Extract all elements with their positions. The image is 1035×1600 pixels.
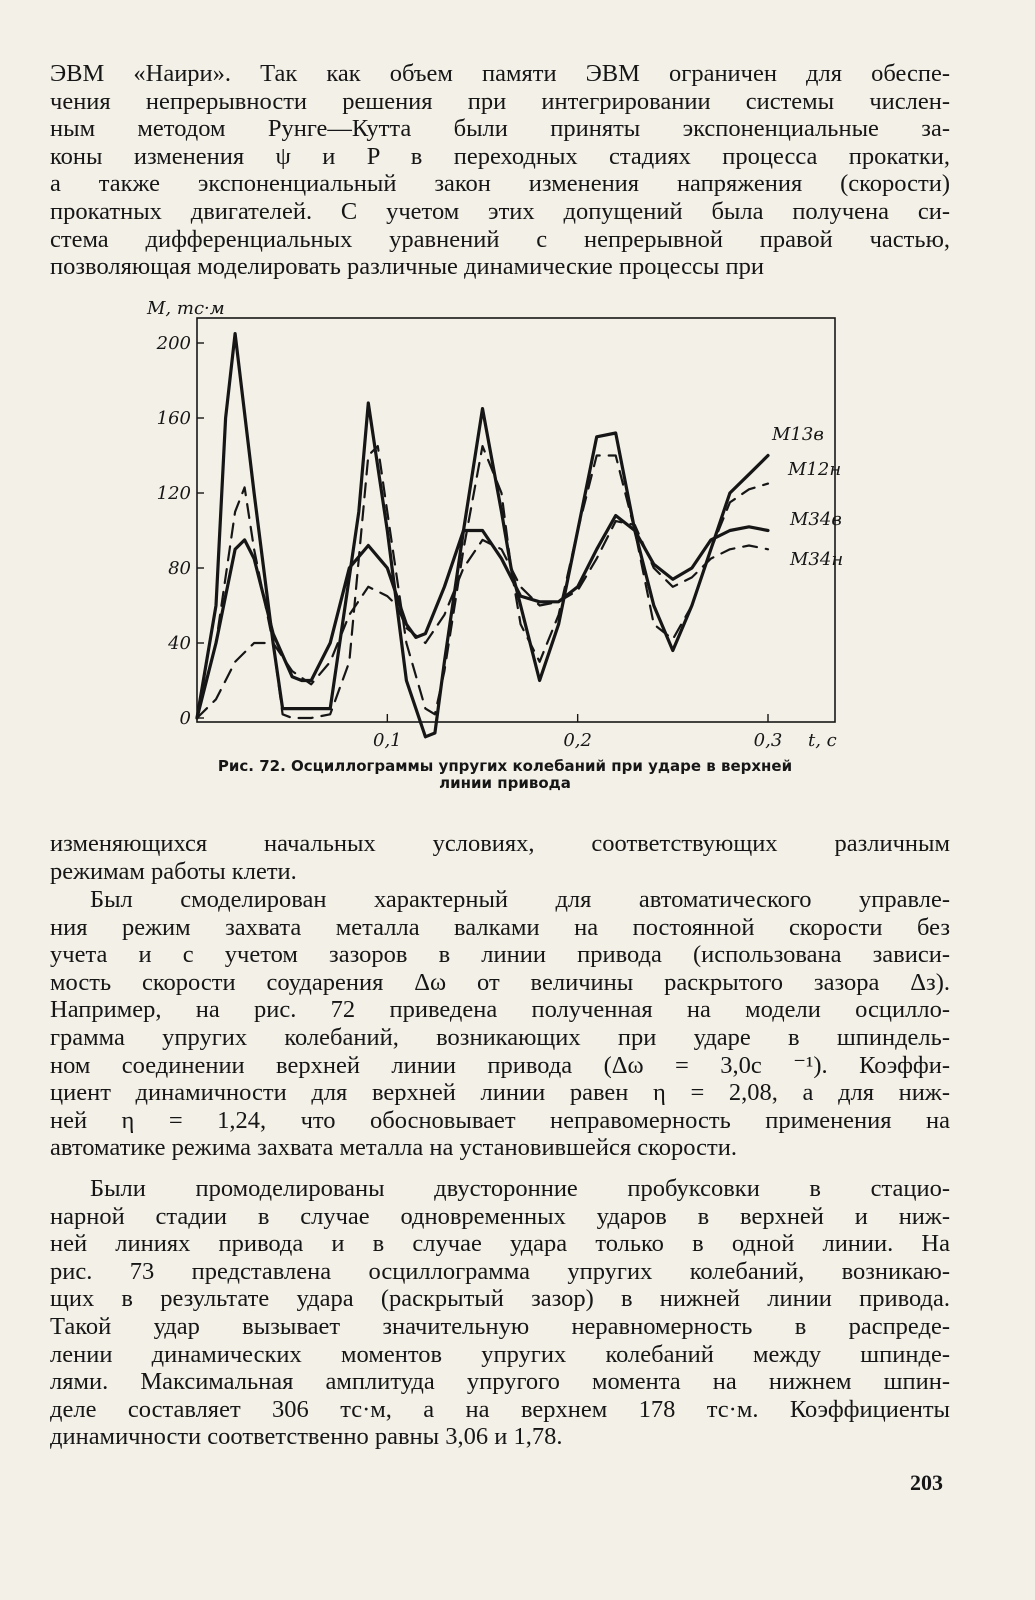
text-line: изменяющихся начальных условиях, соответствующих различным (50, 830, 950, 857)
text-line: ния режим захвата металла валками на постоянной скорости без (50, 913, 950, 941)
text-line: деле составляет 306 тс·м, а на верхнем 178 тс·м. Коэффициенты (50, 1395, 950, 1423)
series-line (197, 516, 768, 719)
chart-curves (197, 334, 768, 737)
y-axis-label: M, тс·м (147, 298, 225, 319)
series-label: M12н (788, 459, 842, 480)
paragraph-3 (50, 886, 950, 1162)
paragraph-4 (50, 1175, 950, 1451)
text-line: стема дифференциальных уравнений с непрерывной правой частью, (50, 225, 950, 253)
x-tick-label: 0,1 (373, 730, 402, 751)
text-line: циент динамичности для верхней линии равен η = 2,08, а для ниж- (50, 1079, 950, 1107)
text-line: рис. 73 представлена осциллограмма упругих колебаний, возникаю- (50, 1257, 950, 1285)
page-number: 203 (910, 1470, 943, 1495)
figure-caption (160, 758, 850, 792)
series-line (197, 521, 768, 718)
text-line: ном соединении верхней линии привода (Δω = 3,0с ⁻¹). Коэффи- (50, 1051, 950, 1079)
text-line: грамма упругих колебаний, возникающих при ударе в шпиндель- (50, 1023, 950, 1051)
x-tick-label: 0,3 (753, 730, 783, 751)
paragraph-2 (50, 830, 950, 885)
text-line: учета и с учетом зазоров в линии привода (использована зависи- (50, 941, 950, 969)
text-line: лении динамических моментов упругих колебаний между шпинде- (50, 1340, 950, 1368)
text-line: автоматике режима захвата металла на установившейся скорости. (50, 1134, 737, 1162)
series-label: M34н (790, 549, 844, 570)
text-line: а также экспоненциальный закон изменения напряжения (скорости) (50, 170, 950, 198)
y-tick-label: 200 (156, 333, 191, 354)
y-tick-label: 120 (156, 483, 191, 504)
y-tick-label: 0 (179, 708, 191, 729)
text-line: режимам работы клети. (50, 857, 297, 885)
text-line: ным методом Рунге—Кутта были приняты экспоненциальные за- (50, 115, 950, 143)
y-tick-label: 80 (168, 558, 191, 579)
series-label: M34в (790, 509, 842, 530)
text-line: ней линиях привода и в случае удара только в одной линии. На (50, 1230, 950, 1258)
text-line: щих в результате удара (раскрытый зазор) в нижней линии привода. (50, 1285, 950, 1313)
text-line: Например, на рис. 72 приведена полученная на модели осцилло- (50, 996, 950, 1024)
text-line: ней η = 1,24, что обосновывает неправомерность применения на (50, 1106, 950, 1134)
text-line: чения непрерывности решения при интегрировании системы числен- (50, 87, 950, 115)
y-tick-label: 40 (168, 633, 191, 654)
series-line (197, 334, 768, 737)
plot-frame (197, 318, 835, 722)
x-tick-label: 0,2 (563, 730, 592, 751)
series-label: M13в (772, 424, 824, 445)
text-line: лями. Максимальная амплитуда упругого момента на нижнем шпин- (50, 1368, 950, 1396)
text-line: Были промоделированы двусторонние пробуксовки в стацио- (90, 1175, 950, 1202)
x-axis-label: t, с (808, 730, 837, 751)
text-line: позволяющая моделировать различные динамические процессы при (50, 253, 764, 281)
caption-line-2: линии привода (439, 774, 571, 792)
text-line: Такой удар вызывает значительную неравномерность в распреде- (50, 1312, 950, 1340)
caption-line-1: Рис. 72. Осциллограммы упругих колебаний при ударе в верхней (217, 757, 793, 775)
text-line: Был смоделирован характерный для автоматического управле- (90, 886, 950, 913)
text-line: прокатных двигателей. С учетом этих допущений была получена си- (50, 197, 950, 225)
y-tick-label: 160 (156, 408, 191, 429)
text-line: ЭВМ «Наири». Так как объем памяти ЭВМ ограничен для обеспе- (50, 60, 950, 87)
chart-axes (197, 318, 835, 722)
text-line: нарной стадии в случае одновременных ударов в верхней и ниж- (50, 1202, 950, 1230)
series-line (197, 446, 768, 718)
chart-labels (146, 298, 843, 751)
text-line: коны изменения ψ и P в переходных стадиях процесса прокатки, (50, 142, 950, 170)
text-line: динамичности соответственно равны 3,06 и 1,78. (50, 1423, 563, 1451)
text-line: мость скорости соударения Δω от величины раскрытого зазора Δз). (50, 968, 950, 996)
